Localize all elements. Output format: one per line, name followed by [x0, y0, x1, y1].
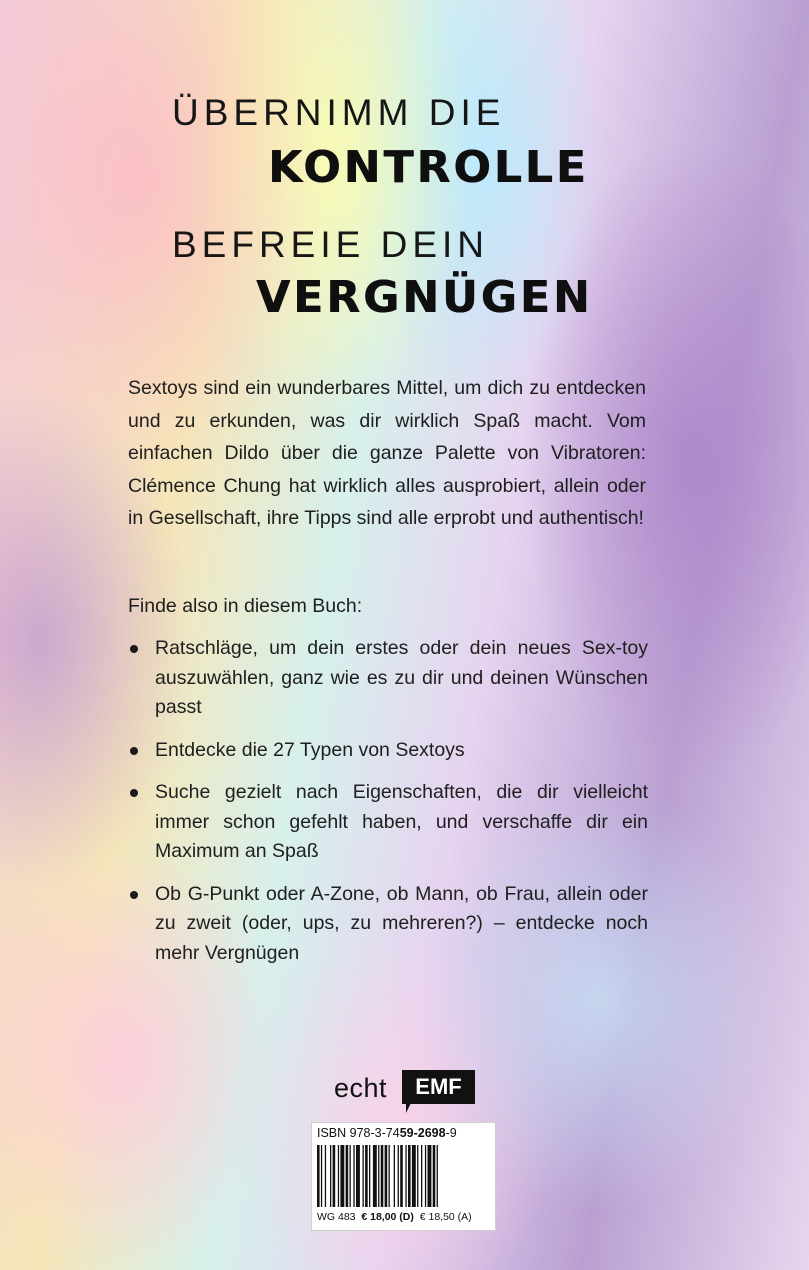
barcode-bar [398, 1145, 399, 1207]
barcode-bar [373, 1145, 377, 1207]
barcode-bar [421, 1145, 422, 1207]
price-austria: € 18,50 (A) [419, 1211, 472, 1223]
logo-word: echt [334, 1073, 388, 1103]
intro-paragraph: Sextoys sind ein wunderbares Mittel, um dich zu entdecken und zu erkunden, was dir wirklich Spaß macht. Vom einfachen Dildo über die ganze Palette von Vibratoren: Clémence Chung hat wirklich alles ausprobiert, allein oder in Gesellschaft, ihre Tipps sind alle erprobt und authentisch! [128, 377, 646, 529]
barcode-bar [385, 1145, 388, 1207]
barcode-bar [350, 1145, 351, 1207]
bullet-dot-icon [130, 645, 138, 653]
headline-line-2: KONTROLLE [268, 142, 589, 193]
barcode-bar [433, 1145, 436, 1207]
lead-sentence: Finde also in diesem Buch: [128, 595, 363, 617]
barcode-bar [400, 1145, 403, 1207]
barcode-bar [333, 1145, 336, 1207]
feature-text: Entdecke die 27 Typen von Sextoys [155, 738, 465, 761]
feature-item [128, 778, 648, 867]
barcode-bar [317, 1145, 320, 1207]
isbn-number: ISBN 978-3-7459-2698-9 [317, 1126, 457, 1140]
headline-line-4: VERGNÜGEN [256, 272, 593, 323]
isbn-barcode-card [311, 1122, 496, 1231]
barcode-bar [408, 1145, 411, 1207]
price-line [317, 1211, 472, 1223]
barcode-bar [353, 1145, 354, 1207]
feature-text: Ob G-Punkt oder A-Zone, ob Mann, ob Frau, allein oder zu zweit (oder, ups, zu mehreren?) – entdecke noch mehr Vergnügen [155, 882, 648, 964]
speech-tail-icon [406, 1103, 411, 1113]
feature-text: Ratschläge, um dein erstes oder dein neues Sex-toy auszuwählen, ganz wie es zu dir und deinen Wünschen passt [155, 637, 648, 718]
barcode-bar [381, 1145, 384, 1207]
wg-code: WG 483 [317, 1211, 356, 1223]
barcode-bar [321, 1145, 322, 1207]
headline-line-1: ÜBERNIMM DIE [172, 92, 506, 133]
barcode-bar [325, 1145, 326, 1207]
barcode-bar [394, 1145, 395, 1207]
barcode-bar [417, 1145, 418, 1207]
barcode-bar [412, 1145, 416, 1207]
headline-line-3: BEFREIE DEIN [172, 224, 489, 265]
barcode-bar [346, 1145, 349, 1207]
barcode-bar [330, 1145, 331, 1207]
barcode-bar [437, 1145, 438, 1207]
barcode-icon [317, 1145, 489, 1207]
barcode-bar [356, 1145, 360, 1207]
barcode-bar [428, 1145, 432, 1207]
feature-item [128, 634, 648, 723]
barcode-bar [389, 1145, 390, 1207]
bullet-dot-icon [130, 789, 138, 797]
barcode-bar [363, 1145, 364, 1207]
barcode-bar [340, 1145, 344, 1207]
barcode-bar [338, 1145, 339, 1207]
feature-list [128, 634, 648, 981]
feature-text: Suche gezielt nach Eigenschaften, die dir vielleicht immer schon gefehlt haben, und verschaffe dir ein Maximum an Spaß [155, 781, 648, 862]
logo-box: EMF [402, 1070, 475, 1104]
bullet-dot-icon [130, 747, 138, 755]
feature-item [128, 880, 648, 969]
barcode-bar [405, 1145, 406, 1207]
bullet-dot-icon [130, 891, 138, 899]
barcode-bar [425, 1145, 426, 1207]
barcode-bar [365, 1145, 368, 1207]
barcode-bar [378, 1145, 379, 1207]
barcode-bar [369, 1145, 370, 1207]
feature-item [128, 736, 648, 766]
price-germany: € 18,00 (D) [361, 1211, 414, 1223]
